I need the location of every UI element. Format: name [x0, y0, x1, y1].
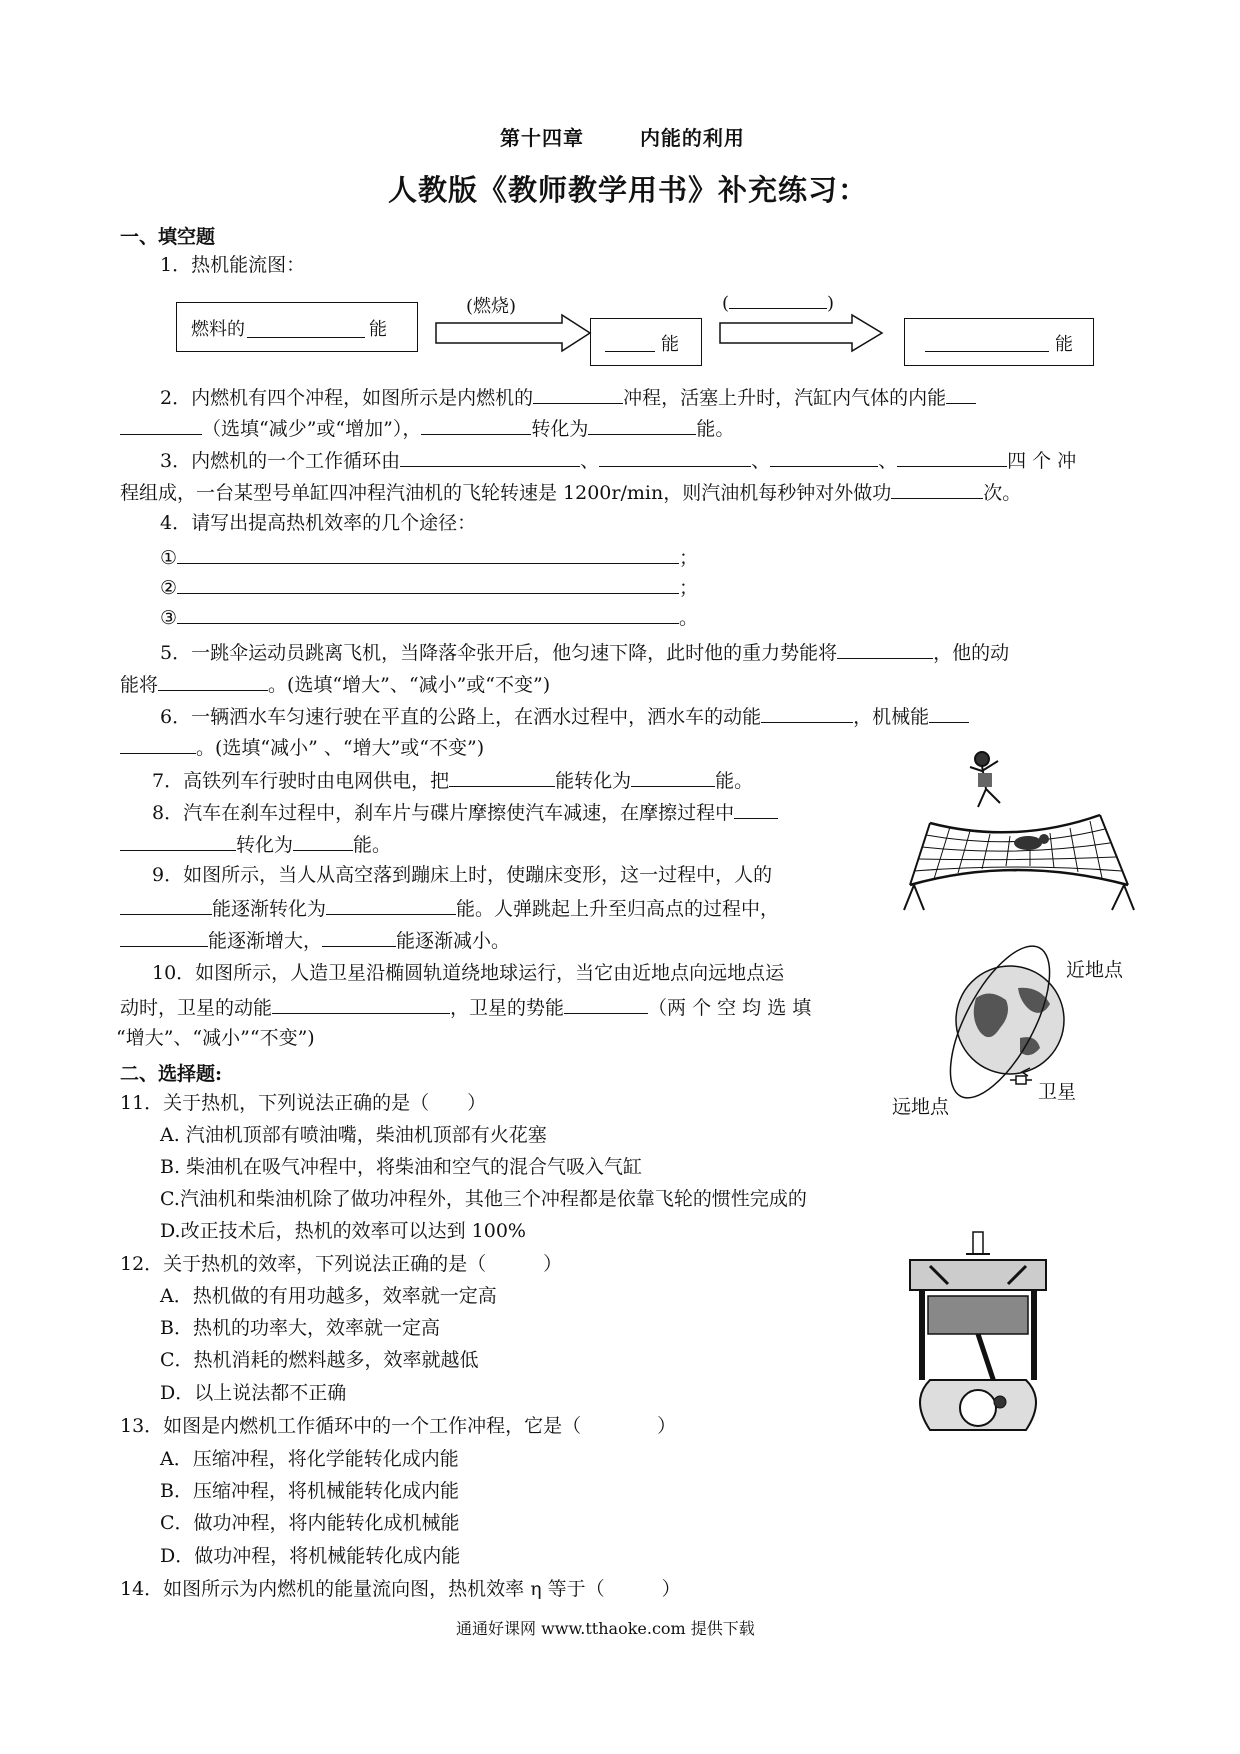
q9-text-a: 能逐渐转化为	[212, 898, 327, 920]
flow-blank-1[interactable]	[247, 317, 365, 338]
q8-line-2	[120, 830, 391, 858]
q8-blank-1a[interactable]	[734, 798, 778, 819]
q10-text-b: ，卫星的势能	[450, 997, 565, 1019]
q12-option-b[interactable]: B．热机的功率大，效率就一定高	[160, 1317, 440, 1339]
q2-blank-4[interactable]	[588, 414, 696, 435]
q3-blank-5[interactable]	[891, 478, 983, 499]
q4-marker-2: ②	[160, 577, 178, 599]
q6-line-1	[160, 702, 969, 730]
q7-text-a: 7．高铁列车行驶时由电网供电，把	[152, 770, 450, 792]
flow-blank-4[interactable]	[925, 331, 1049, 352]
flow-box-internal	[590, 318, 702, 366]
q4-end-2: ；	[679, 577, 699, 599]
q5-text-a: 5．一跳伞运动员跳离飞机，当降落伞张开后，他匀速下降，此时他的重力势能将	[160, 642, 838, 664]
flow-box-output	[904, 318, 1094, 366]
q3-text-a: 3．内燃机的一个工作循环由	[160, 450, 401, 472]
q10-line-1: 10．如图所示，人造卫星沿椭圆轨道绕地球运行，当它由近地点向远地点运	[152, 962, 785, 984]
q6-line-2	[120, 733, 484, 761]
flow-blank-2[interactable]	[605, 331, 655, 352]
q4-way-1	[160, 543, 698, 571]
q5-blank-1[interactable]	[837, 638, 933, 659]
q11-option-a[interactable]: A. 汽油机顶部有喷油嘴，柴油机顶部有火花塞	[160, 1124, 547, 1146]
fallen-person	[1014, 834, 1049, 850]
q9-text-d: 能逐渐减小。	[396, 930, 511, 952]
q11-stem: 11．关于热机，下列说法正确的是（ ）	[120, 1092, 487, 1114]
q3-blank-4[interactable]	[897, 446, 1007, 467]
q13-option-c[interactable]: C．做功冲程，将内能转化成机械能	[160, 1512, 460, 1534]
q11-option-d[interactable]: D.改正技术后，热机的效率可以达到 100%	[160, 1220, 526, 1242]
q4-marker-3: ③	[160, 607, 178, 629]
q3-sep-1: 、	[580, 450, 600, 472]
q8-blank-2[interactable]	[293, 830, 353, 851]
section-choice-heading: 二、选择题:	[120, 1063, 223, 1085]
flow-box-internal-suffix: 能	[661, 334, 679, 355]
flow-box-output-suffix: 能	[1055, 334, 1073, 355]
q3-sep-3: 、	[878, 450, 898, 472]
q6-text-a: 6．一辆洒水车匀速行驶在平直的公路上，在洒水过程中，洒水车的动能	[160, 706, 762, 728]
q8-blank-1b[interactable]	[120, 830, 236, 851]
q11-option-c[interactable]: C.汽油机和柴油机除了做功冲程外，其他三个冲程都是依靠飞轮的惯性完成的	[160, 1188, 807, 1210]
q8-text-b: 转化为	[236, 834, 294, 856]
earth-globe	[956, 966, 1064, 1074]
flow-box-fuel-suffix: 能	[369, 319, 387, 340]
q9-line-2	[120, 894, 779, 922]
chapter-heading	[500, 122, 745, 151]
q9-blank-4[interactable]	[322, 926, 396, 947]
q9-line-1: 9．如图所示，当人从高空落到蹦床上时，使蹦床变形，这一过程中，人的	[152, 864, 773, 886]
q2-text-e: 能。	[696, 418, 735, 440]
q2-blank-2b[interactable]	[120, 414, 202, 435]
q3-blank-3[interactable]	[770, 446, 878, 467]
q4-way-2	[160, 573, 698, 601]
q3-line-1	[160, 446, 1076, 474]
q5-blank-2[interactable]	[158, 670, 268, 691]
q6-text-c: 。(选填“减小” 、“增大”或“不变”)	[196, 737, 485, 759]
q7-blank-2[interactable]	[631, 766, 715, 787]
q13-option-b[interactable]: B．压缩冲程，将机械能转化成内能	[160, 1480, 459, 1502]
crankshaft	[960, 1390, 996, 1426]
q6-blank-2b[interactable]	[120, 733, 196, 754]
q2-text-a: 2．内燃机有四个冲程，如图所示是内燃机的	[160, 387, 534, 409]
q3-blank-1[interactable]	[400, 446, 580, 467]
q5-text-c: 能将	[120, 674, 159, 696]
trampoline-figure	[900, 745, 1130, 915]
label-near-point: 近地点	[1066, 959, 1124, 981]
q4-marker-1: ①	[160, 547, 178, 569]
q3-blank-2[interactable]	[599, 446, 751, 467]
q7-text-b: 能转化为	[555, 770, 632, 792]
q3-text-e: 四 个 冲	[1007, 450, 1077, 472]
satellite-orbit-figure	[880, 948, 1130, 1118]
q14-stem: 14．如图所示为内燃机的能量流向图，热机效率 η 等于（ ）	[120, 1578, 681, 1600]
q4-end-1: ；	[679, 547, 699, 569]
piston	[928, 1296, 1028, 1334]
page-subtitle: 人教版《教师教学用书》补充练习：	[388, 173, 869, 207]
jumper-figure	[970, 752, 1000, 807]
chapter-title: 内能的利用	[639, 126, 745, 150]
q3-sep-2: 、	[751, 450, 771, 472]
q12-option-c[interactable]: C．热机消耗的燃料越多，效率就越低	[160, 1349, 479, 1371]
q12-option-a[interactable]: A．热机做的有用功越多，效率就一定高	[160, 1285, 497, 1307]
q5-text-d: 。(选填“增大”、“减小”或“不变”)	[268, 674, 551, 696]
q2-line-1	[160, 383, 976, 411]
q7-line	[152, 766, 753, 794]
q12-option-d[interactable]: D．以上说法都不正确	[160, 1382, 347, 1404]
q4-end-3: 。	[679, 607, 699, 629]
section-fill-blank-heading: 一、填空题	[120, 226, 216, 248]
flow-box-fuel	[176, 302, 418, 352]
q5-line-2	[120, 670, 550, 698]
q5-text-b: ，他的动	[933, 642, 1010, 664]
q9-text-b: 能。人弹跳起上升至归高点的过程中，	[456, 898, 780, 920]
q4-text: 4．请写出提高热机效率的几个途径：	[160, 512, 477, 534]
flow-arrow-1	[434, 313, 594, 353]
q2-text-d: 转化为	[531, 418, 589, 440]
q12-stem: 12．关于热机的效率，下列说法正确的是（ ）	[120, 1253, 563, 1275]
flow-arrow-1-label: (燃烧)	[466, 296, 517, 317]
q9-blank-1[interactable]	[120, 894, 212, 915]
q7-text-c: 能。	[715, 770, 754, 792]
q3-line-2	[120, 478, 1021, 506]
q7-blank-1[interactable]	[449, 766, 555, 787]
q9-text-c: 能逐渐增大，	[208, 930, 323, 952]
spark-plug	[973, 1232, 983, 1254]
label-satellite: 卫星	[1038, 1081, 1077, 1103]
q13-option-a[interactable]: A．压缩冲程，将化学能转化成内能	[160, 1448, 459, 1470]
q2-text-c: （选填“减少”或“增加”），	[202, 418, 422, 440]
flow-arrow-2-close: )	[827, 293, 835, 314]
q10-line-2	[120, 993, 811, 1021]
q9-blank-2[interactable]	[326, 894, 456, 915]
q2-blank-2a[interactable]	[946, 383, 976, 404]
flow-arrow-2-label	[722, 290, 834, 314]
engine-cylinder-figure	[900, 1230, 1060, 1440]
q9-line-3	[120, 926, 510, 954]
footer-credit: 通通好课网 www.tthaoke.com 提供下载	[456, 1619, 755, 1638]
q5-line-1	[160, 638, 1009, 666]
flow-arrow-2-open: (	[722, 293, 730, 314]
chapter-number: 第十四章	[500, 126, 584, 150]
satellite-icon	[1010, 1076, 1032, 1084]
q10-blank-1[interactable]	[272, 993, 450, 1014]
q8-text-c: 能。	[353, 834, 392, 856]
q13-option-d[interactable]: D．做功冲程，将机械能转化成内能	[160, 1545, 461, 1567]
label-far-point: 远地点	[892, 1096, 950, 1118]
trampoline-net	[904, 815, 1134, 910]
q8-line-1	[152, 798, 778, 826]
q4-blank-3[interactable]	[177, 603, 679, 624]
flow-arrow-2	[718, 313, 888, 353]
flow-blank-3[interactable]	[729, 290, 827, 309]
q9-blank-3[interactable]	[120, 926, 208, 947]
q4-way-3	[160, 603, 698, 631]
q3-text-f: 程组成，一台某型号单缸四冲程汽油机的飞轮转速是 1200r/min，则汽油机每秒钟对外做功	[120, 482, 892, 504]
q8-text-a: 8．汽车在刹车过程中，刹车片与碟片摩擦使汽车减速，在摩擦过程中	[152, 802, 735, 824]
q1-text: 1．热机能流图：	[160, 254, 306, 276]
q13-stem: 13．如图是内燃机工作循环中的一个工作冲程，它是（ ）	[120, 1415, 677, 1437]
q6-blank-1[interactable]	[761, 702, 853, 723]
q2-line-2	[120, 414, 734, 442]
q2-text-b: 冲程，活塞上升时，汽缸内气体的内能	[623, 387, 947, 409]
q10-line-3: “增大”、“减小”“不变”)	[116, 1027, 315, 1049]
q4-blank-1[interactable]	[177, 543, 679, 564]
q10-text-c: （两 个 空 均 选 填	[648, 997, 812, 1019]
q6-blank-2a[interactable]	[929, 702, 969, 723]
q6-text-b: ，机械能	[853, 706, 930, 728]
q11-option-b[interactable]: B. 柴油机在吸气冲程中，将柴油和空气的混合气吸入气缸	[160, 1156, 643, 1178]
q10-text-a: 动时，卫星的动能	[120, 997, 273, 1019]
q3-text-g: 次。	[983, 482, 1022, 504]
q2-blank-1[interactable]	[533, 383, 623, 404]
q2-blank-3[interactable]	[421, 414, 531, 435]
q4-blank-2[interactable]	[177, 573, 679, 594]
q10-blank-2[interactable]	[564, 993, 648, 1014]
flow-box-fuel-prefix: 燃料的	[191, 319, 245, 340]
